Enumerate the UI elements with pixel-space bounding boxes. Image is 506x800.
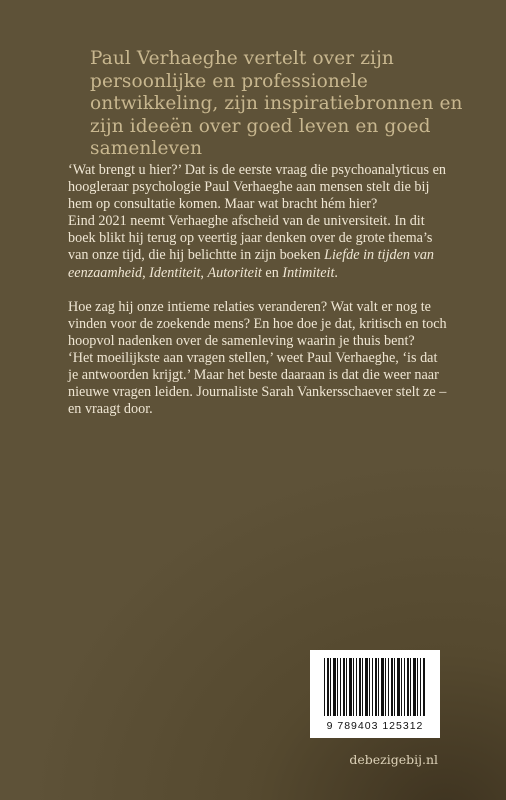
paragraph-opening-question: ‘Wat brengt u hier?’ Dat is de eerste vraag die psychoanalyticus en hoogleraar psychologie Paul Verhaeghe aan mensen stelt die bij hem op consultatie komen. Maar wat bracht hém hier? — [68, 162, 446, 213]
isbn-number: 9 789403 125312 — [326, 720, 424, 732]
book-title-autoriteit: Autoriteit — [207, 264, 262, 281]
intro-blurb: Paul Verhaeghe vertelt over zijn persoonlijke en professionele ontwikkeling, zijn inspiratiebronnen en zijn ideeën over goed leven en goed samenleven — [90, 48, 463, 159]
book-title-intimiteit: Intimiteit — [282, 264, 335, 281]
paragraph-gap — [68, 282, 450, 299]
separator: , — [142, 264, 150, 281]
paragraph-quote: ‘Het moeilijkste aan vragen stellen,’ weet Paul Verhaeghe, ‘is dat je antwoorden krijgt.’ Maar het beste daaraan is dat die weer naar nieuwe vragen leiden. Journaliste Sarah Vankersschaever stelt ze – en vraagt door. — [68, 349, 447, 418]
paragraph-farewell — [68, 213, 450, 281]
separator: , — [200, 264, 208, 281]
separator: en — [261, 264, 283, 281]
separator: . — [334, 264, 338, 281]
farewell-text: Eind 2021 neemt Verhaeghe afscheid van de universiteit. In dit boek blikt hij terug op veertig jaar denken over de grote thema’s van onze tijd, die hij belichtte in zijn boeken — [68, 213, 433, 264]
back-cover-text — [68, 162, 450, 418]
book-title-liefde: Liefde in tijden van eenzaamheid — [68, 247, 435, 281]
barcode-bars — [324, 658, 426, 716]
book-title-identiteit: Identiteit — [149, 264, 201, 281]
isbn-barcode — [310, 650, 440, 738]
paragraph-questions: Hoe zag hij onze intieme relaties veranderen? Wat valt er nog te vinden voor de zoekende mens? En hoe doe je dat, kritisch en toch hoopvol nadenken over de samenleving waarin je thuis bent? — [68, 298, 447, 349]
publisher-url: debezigebij.nl — [349, 752, 438, 767]
